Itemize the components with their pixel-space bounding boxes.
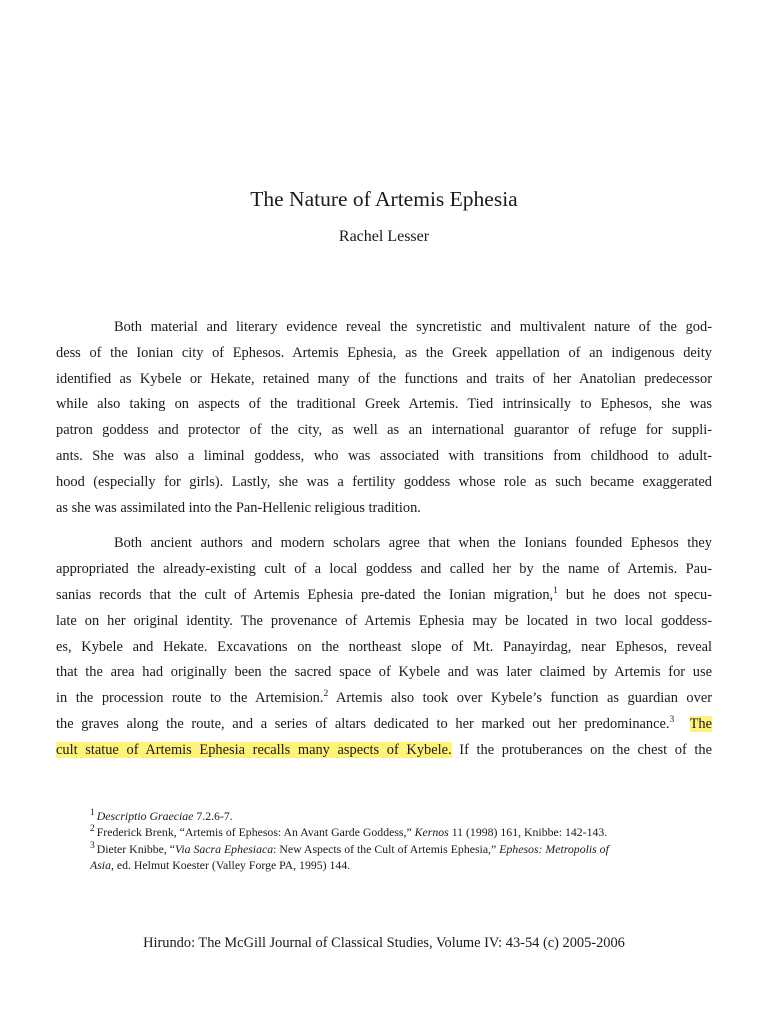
article-author: Rachel Lesser xyxy=(338,228,430,245)
paragraph-2 xyxy=(56,531,712,763)
body-line: the graves along the route, and a series of altars dedicated to her marked out her predominance.$^3$ The xyxy=(56,714,712,732)
paragraph-1 xyxy=(56,315,712,521)
highlighted-text: cult statue of Artemis Ephesia recalls many aspects of Kybele. xyxy=(56,741,452,758)
journal-footer: Hirundo: The McGill Journal of Classical Studies, Volume IV: 43-54 (c) 2005-2006 xyxy=(143,935,625,951)
article-title: The Nature of Artemis Ephesia xyxy=(250,187,518,211)
body-line: Both ancient authors and modern scholars agree that when the Ionians founded Ephesos they xyxy=(114,535,712,552)
body-line: cult statue of Artemis Ephesia recalls many aspects of Kybele. If the protuberances on the chest of the xyxy=(56,741,713,758)
footnote-ref-1[interactable]: 1 xyxy=(553,585,558,596)
body-line: Both material and literary evidence reveal the syncretistic and multivalent nature of the god- xyxy=(114,319,712,335)
footnote-2: $^2$ Frederick Brenk, “Artemis of Ephesos: An Avant Garde Goddess,” Kernos 11 (1998) 161, Knibbe: 142-143. xyxy=(90,824,608,840)
body-line: es, Kybele and Hekate. Excavations on the northeast slope of Mt. Panayirdag, near Ephesos, reveal xyxy=(56,638,712,655)
body-line: while also taking on aspects of the traditional Greek Artemis. Tied intrinsically to Ephesos, she was xyxy=(56,396,712,413)
body-line: appropriated the already-existing cult of a local goddess and called her by the name of Artemis. Pau- xyxy=(56,561,712,578)
highlighted-text: The xyxy=(689,715,712,732)
body-line: ants. She was also a liminal goddess, who was associated with transitions from childhood to adult- xyxy=(56,447,712,464)
body-line: late on her original identity. The provenance of Artemis Ephesia may be located in two local goddess- xyxy=(56,612,712,629)
body-line: in the procession route to the Artemision.$^2$ Artemis also took over Kybele’s function as guardian over xyxy=(56,689,712,707)
body-line: that the area had originally been the sacred space of Kybele and was later claimed by Artemis for use xyxy=(56,664,712,681)
body-line: as she was assimilated into the Pan-Hellenic religious tradition. xyxy=(56,499,421,516)
footnote-ref-2[interactable]: 2 xyxy=(323,689,329,700)
footnote-3: $^3$ Dieter Knibbe, “Via Sacra Ephesiaca: New Aspects of the Cult of Artemis Ephesia,” Ephesos: Metropolis of xyxy=(90,840,609,856)
body-line: dess of the Ionian city of Ephesos. Artemis Ephesia, as the Greek appellation of an indigenous deity xyxy=(56,344,712,361)
article-body xyxy=(56,315,712,764)
footnote-1: $^1$ Descriptio Graeciae 7.2.6-7. xyxy=(90,808,233,823)
footnote-ref-3[interactable]: 3 xyxy=(669,714,675,725)
footnotes xyxy=(90,808,710,873)
body-line: identified as Kybele or Hekate, retained many of the functions and traits of her Anatolian predecessor xyxy=(56,370,712,387)
body-line: patron goddess and protector of the city, as well as an international guarantor of refuge for suppli- xyxy=(56,422,712,439)
body-line: hood (especially for girls). Lastly, she was a fertility goddess whose role as such became exaggerated xyxy=(56,473,712,490)
footnote-3-continued: Asia, ed. Helmut Koester (Valley Forge PA, 1995) 144. xyxy=(90,857,351,872)
body-line: sanias records that the cult of Artemis Ephesia pre-dated the Ionian migration,$^1$ but he does not specu- xyxy=(56,585,712,603)
